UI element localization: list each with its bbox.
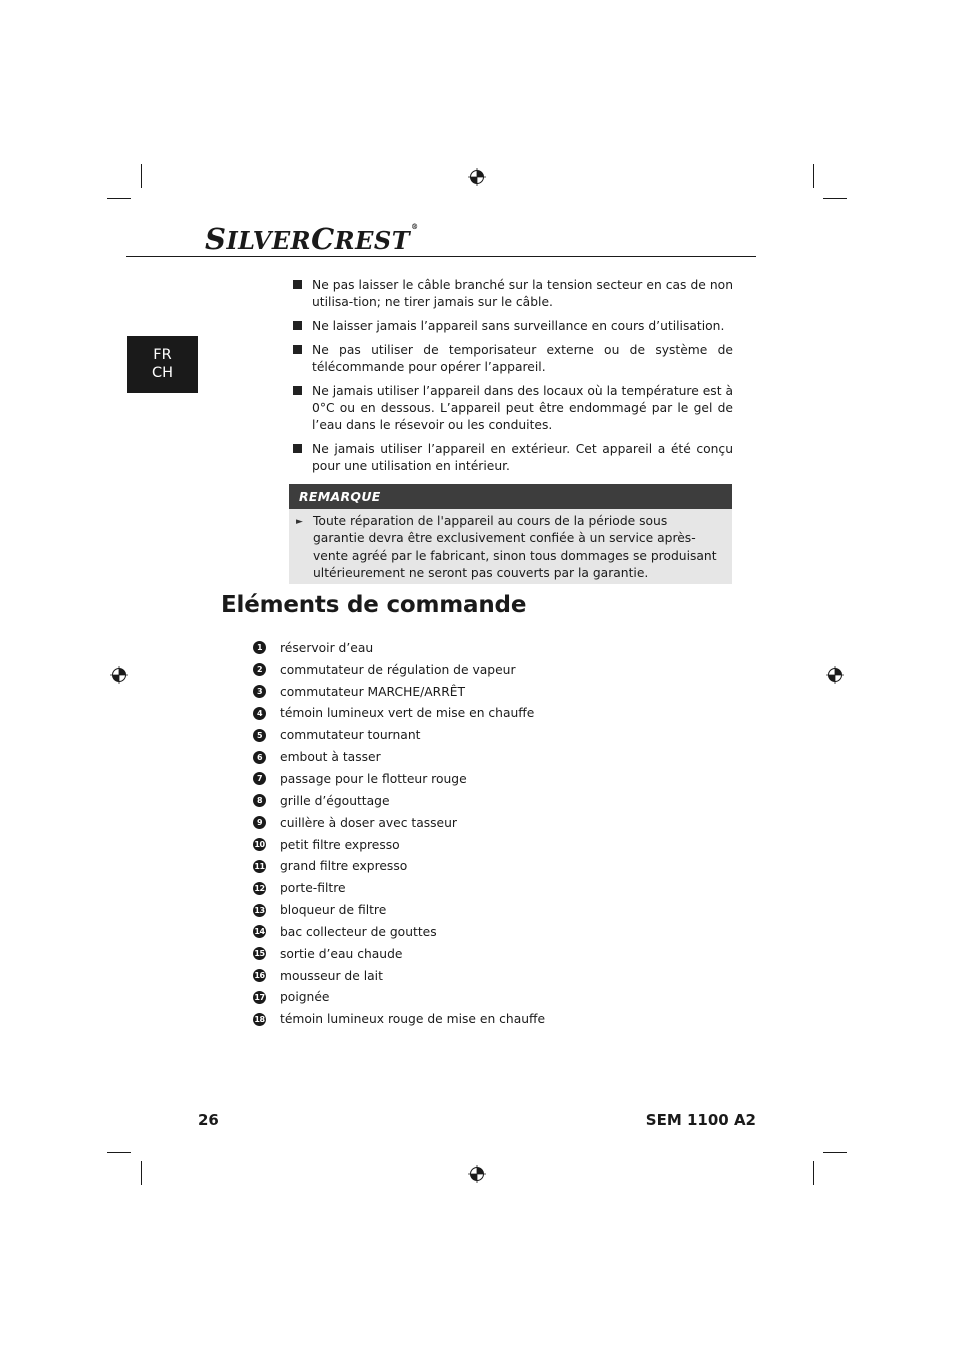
- bullet-square-icon: [293, 386, 302, 395]
- crop-mark: [813, 1161, 814, 1185]
- item-label: commutateur MARCHE/ARRÊT: [280, 684, 466, 699]
- item-number-badge: 2: [253, 663, 266, 676]
- bullet-square-icon: [293, 444, 302, 453]
- crop-mark: [141, 1161, 142, 1185]
- bullet-square-icon: [293, 280, 302, 289]
- bullet-item: [293, 383, 733, 434]
- item-label: bac collecteur de gouttes: [280, 924, 437, 939]
- section-title: Eléments de commande: [221, 592, 527, 618]
- item-number-badge: 10: [254, 840, 265, 850]
- item-label: mousseur de lait: [280, 968, 383, 983]
- language-tab: [127, 336, 198, 393]
- bullet-text: Ne jamais utiliser l’appareil en extérieur. Cet appareil a été conçu pour une utilisation en intérieur.: [312, 442, 733, 473]
- logo-text: ILVER: [226, 226, 312, 255]
- item-number-badge: 3: [253, 685, 266, 698]
- list-item: [253, 812, 545, 834]
- arrow-right-icon: ►: [296, 517, 303, 527]
- note-box: [289, 484, 732, 584]
- list-item: [253, 855, 545, 877]
- registration-mark-icon: [468, 168, 486, 186]
- item-label: embout à tasser: [280, 750, 381, 765]
- bullet-text: Ne pas utiliser de temporisateur externe ou de système de télécommande pour opérer l’appareil.: [312, 343, 733, 374]
- list-item: [253, 659, 545, 681]
- item-number-badge: 12: [254, 883, 265, 893]
- item-number-badge: 9: [253, 816, 266, 829]
- item-label: cuillère à doser avec tasseur: [280, 815, 457, 830]
- crop-mark: [141, 164, 142, 188]
- registration-mark-icon: [110, 666, 128, 684]
- list-item: [253, 1008, 545, 1030]
- item-label: grille d’égouttage: [280, 793, 390, 808]
- item-number-badge: 14: [254, 927, 265, 937]
- list-item: [253, 965, 545, 987]
- item-label: témoin lumineux vert de mise en chauffe: [280, 706, 535, 721]
- list-item: [253, 746, 545, 768]
- item-label: poignée: [280, 990, 330, 1005]
- item-number-badge: 6: [253, 751, 266, 764]
- list-item: [253, 790, 545, 812]
- country-code: CH: [151, 365, 174, 381]
- list-item: [253, 987, 545, 1009]
- crop-mark: [823, 198, 847, 199]
- registration-mark-icon: [468, 1165, 486, 1183]
- bullet-square-icon: [293, 345, 302, 354]
- crop-mark: [107, 198, 131, 199]
- list-item: [253, 877, 545, 899]
- item-label: témoin lumineux rouge de mise en chauffe: [280, 1012, 546, 1027]
- item-label: commutateur de régulation de vapeur: [280, 662, 516, 677]
- page-number: 26: [198, 1111, 219, 1129]
- registration-mark-icon: [826, 666, 844, 684]
- item-number-badge: 16: [254, 971, 265, 981]
- item-label: bloqueur de filtre: [280, 903, 387, 918]
- bullet-text: Ne jamais utiliser l’appareil dans des locaux où la température est à 0°C ou en dessous. L’appareil peut être endommagé par le gel de l’eau dans le résevoir ou les conduites.: [312, 384, 733, 432]
- logo-letter: S: [205, 222, 227, 256]
- item-label: porte-filtre: [280, 881, 346, 896]
- item-label: passage pour le flotteur rouge: [280, 771, 467, 786]
- note-body: [289, 509, 732, 582]
- bullet-text: Ne pas laisser le câble branché sur la tension secteur en cas de non utilisa-tion; ne tirer jamais sur le câble.: [312, 278, 733, 309]
- item-label: petit filtre expresso: [280, 837, 400, 852]
- logo-letter: C: [311, 222, 335, 256]
- list-item: [253, 724, 545, 746]
- list-item: [253, 899, 545, 921]
- list-item: [253, 943, 545, 965]
- model-number: SEM 1100 A2: [645, 1111, 756, 1129]
- controls-list: [253, 637, 545, 1030]
- item-number-badge: 17: [254, 992, 265, 1002]
- safety-bullet-list: [293, 277, 733, 482]
- crop-mark: [107, 1152, 131, 1153]
- list-item: [253, 703, 545, 725]
- item-number-badge: 4: [253, 707, 266, 720]
- item-number-badge: 15: [254, 949, 265, 959]
- bullet-item: [293, 318, 733, 335]
- bullet-square-icon: [293, 321, 302, 330]
- registered-mark: ®: [411, 222, 419, 231]
- item-number-badge: 13: [254, 905, 265, 915]
- item-label: réservoir d’eau: [280, 640, 374, 655]
- item-number-badge: 7: [253, 772, 266, 785]
- list-item: [253, 681, 545, 703]
- language-code: FR: [153, 347, 172, 363]
- item-number-badge: 8: [253, 794, 266, 807]
- header-divider: [126, 256, 756, 257]
- item-number-badge: 1: [253, 641, 266, 654]
- bullet-text: Ne laisser jamais l’appareil sans surveillance en cours d’utilisation.: [312, 319, 725, 333]
- note-title: REMARQUE: [289, 484, 732, 509]
- logo-text: REST: [334, 226, 411, 255]
- item-number-badge: 18: [254, 1014, 265, 1024]
- crop-mark: [813, 164, 814, 188]
- list-item: [253, 637, 545, 659]
- note-text: Toute réparation de l'appareil au cours de la période sous garantie devra être exclusivement confiée à un service après-vente agréé par le fabricant, sinon tous dommages se produisant ultérieurement ne seront pas couverts par la garantie.: [313, 514, 717, 580]
- item-label: commutateur tournant: [280, 728, 421, 743]
- item-label: sortie d’eau chaude: [280, 946, 403, 961]
- item-number-badge: 5: [253, 729, 266, 742]
- list-item: [253, 921, 545, 943]
- list-item: [253, 834, 545, 856]
- list-item: [253, 768, 545, 790]
- bullet-item: [293, 342, 733, 376]
- bullet-item: [293, 277, 733, 311]
- item-label: grand filtre expresso: [280, 859, 408, 874]
- bullet-item: [293, 441, 733, 475]
- brand-logo: [205, 222, 419, 256]
- crop-mark: [823, 1152, 847, 1153]
- item-number-badge: 11: [254, 861, 265, 871]
